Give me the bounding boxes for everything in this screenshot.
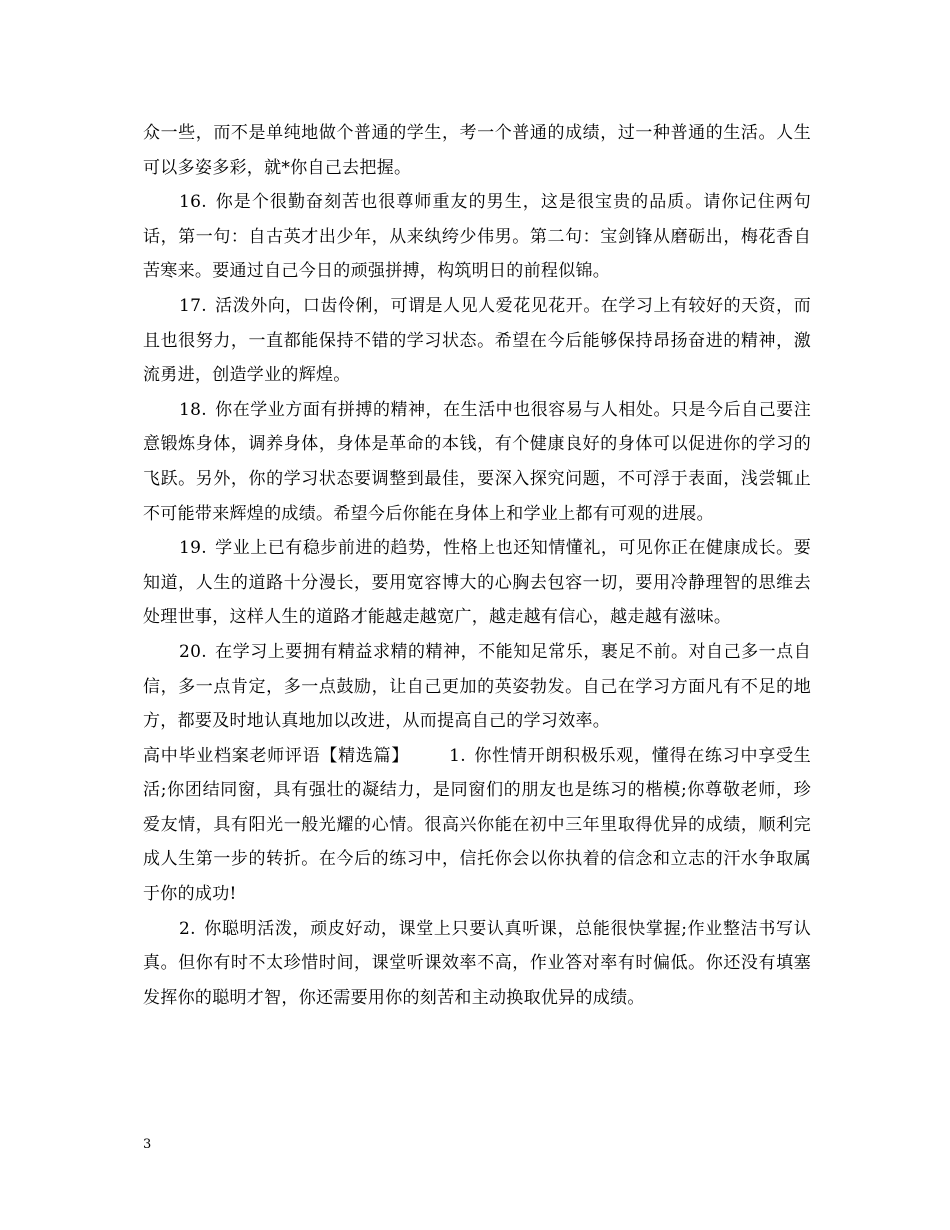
item-text: 你是个很勤奋刻苦也很尊师重友的男生，这是很宝贵的品质。请你记住两句话，第一句：自古英才出少年，从来纨绔少伟男。第二句：宝剑锋从磨砺出，梅花香自苦寒来。要通过自己今日的顽强拼搏，构筑明日的前程似锦。	[143, 192, 811, 282]
comment-item-19	[143, 531, 811, 635]
comment-item-2	[143, 912, 811, 1016]
section-title: 高中毕业档案老师评语【精选篇】	[143, 745, 410, 766]
comment-item-17	[143, 289, 811, 393]
item-text: 活泼外向，口齿伶俐，可谓是人见人爱花见花开。在学习上有较好的天资，而且也很努力，一直都能保持不错的学习状态。希望在今后能够保持昂扬奋进的精神，激流勇进，创造学业的辉煌。	[143, 295, 811, 386]
item-text: 在学习上要拥有精益求精的精神，不能知足常乐，裹足不前。对自己多一点自信，多一点肯定，多一点鼓励，让自己更加的英姿勃发。自己在学习方面凡有不足的地方，都要及时地认真地加以改进，从而提高自己的学习效率。	[143, 641, 811, 732]
item-number: 18.	[179, 399, 207, 420]
continuation-text: 众一些，而不是单纯地做个普通的学生，考一个普通的成绩，过一种普通的生活。人生可以多姿多彩，就*你自己去把握。	[143, 123, 811, 178]
item-number: 20.	[179, 641, 207, 662]
item-text: 你在学业方面有拼搏的精神，在生活中也很容易与人相处。只是今后自己要注意锻炼身体，调养身体，身体是革命的本钱，有个健康良好的身体可以促进你的学习的飞跃。另外，你的学习状态要调整到最佳，要深入探究问题，不可浮于表面，浅尝辄止不可能带来辉煌的成绩。希望今后你能在身体上和学业上都有可观的进展。	[143, 399, 811, 524]
item-text: 你聪明活泼，顽皮好动，课堂上只要认真听课，总能很快掌握;作业整洁书写认真。但你有时不太珍惜时间，课堂听课效率不高，作业答对率有时偏低。你还没有填塞发挥你的聪明才智，你还需要用你的刻苦和主动换取优异的成绩。	[143, 918, 811, 1008]
item-text: 学业上已有稳步前进的趋势，性格上也还知情懂礼，可见你正在健康成长。要知道，人生的道路十分漫长，要用宽容博大的心胸去包容一切，要用冷静理智的思维去处理世事，这样人生的道路才能越走越宽广，越走越有信心，越走越有滋味。	[143, 538, 811, 628]
comment-item-20	[143, 635, 811, 739]
comment-item-16	[143, 185, 811, 289]
item-number: 2.	[179, 918, 196, 939]
comment-item-18	[143, 393, 811, 531]
document-body	[143, 116, 811, 1015]
item-text: 你性情开朗积极乐观，懂得在练习中享受生活;你团结同窗，具有强壮的凝结力，是同窗们的朋友也是练习的楷模;你尊敬老师，珍爱友情，具有阳光一般光耀的心情。很高兴你能在初中三年里取得优异的成绩，顺利完成人生第一步的转折。在今后的练习中，信托你会以你执着的信念和立志的汗水争取属于你的成功!	[143, 745, 812, 905]
item-number: 1.	[449, 745, 466, 766]
item-number: 16.	[179, 192, 207, 213]
item-number: 19.	[179, 538, 207, 559]
item-number: 17.	[179, 295, 207, 316]
continuation-paragraph	[143, 116, 811, 185]
section-paragraph	[143, 739, 811, 912]
page-number: 3	[143, 1137, 152, 1152]
